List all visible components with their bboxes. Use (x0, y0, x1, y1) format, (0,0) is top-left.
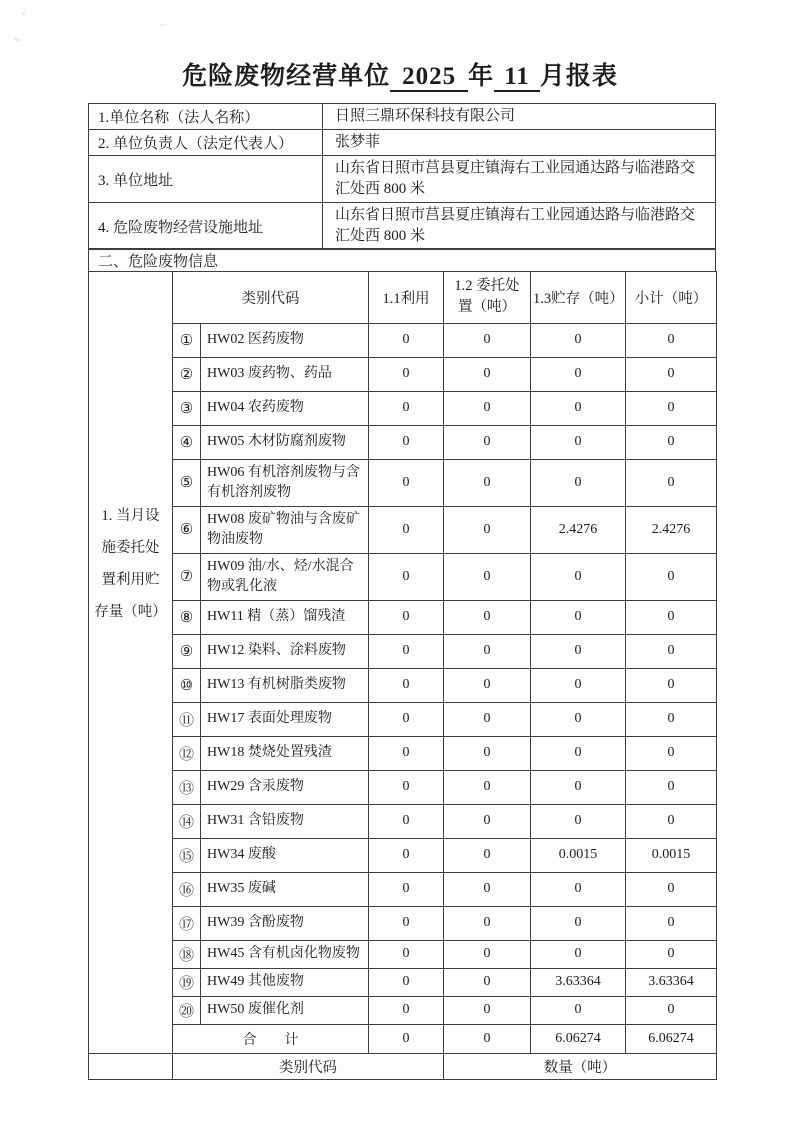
row-subtotal-value: 0 (626, 459, 717, 506)
row-subtotal-value: 0 (626, 906, 717, 940)
row-number-badge: ⑤ (173, 459, 201, 506)
row-category-name: HW09 油/水、烃/水混合物或乳化液 (201, 553, 369, 600)
row-use-value: 0 (369, 553, 444, 600)
total-entrust: 0 (444, 1024, 531, 1053)
row-storage-value: 0 (531, 634, 626, 668)
row-subtotal-value: 0 (626, 600, 717, 634)
row-storage-value: 0 (531, 906, 626, 940)
row-subtotal-value: 0 (626, 634, 717, 668)
row-category-name: HW34 废酸 (201, 838, 369, 872)
group-label-line: 施委托处 (101, 539, 160, 556)
waste-row (89, 600, 717, 634)
row-use-value: 0 (369, 459, 444, 506)
row-category-name: HW02 医药废物 (201, 323, 369, 357)
title-year: 2025 (390, 63, 468, 92)
total-subtotal: 6.06274 (626, 1024, 717, 1053)
row-number-badge: ⑯ (173, 872, 201, 906)
row-number-badge: ⑳ (173, 996, 201, 1024)
waste-table-header (89, 271, 717, 323)
waste-row (89, 506, 717, 553)
title-year-label: 年 (468, 63, 495, 90)
row-entrust-value: 0 (444, 872, 531, 906)
total-row (89, 1024, 717, 1053)
footer-quantity-label: 数量（吨） (444, 1053, 717, 1079)
unit-head-label: 2. 单位负责人（法定代表人） (89, 130, 323, 156)
group-label-line: 置利用贮 (101, 571, 160, 588)
waste-row (89, 804, 717, 838)
row-number-badge: ⑱ (173, 940, 201, 968)
row-subtotal-value: 0 (626, 872, 717, 906)
row-number-badge: ② (173, 357, 201, 391)
row-use-value: 0 (369, 600, 444, 634)
row-subtotal-value: 0 (626, 323, 717, 357)
row-subtotal-value: 0 (626, 770, 717, 804)
row-subtotal-value: 3.63364 (626, 968, 717, 996)
row-storage-value: 0 (531, 425, 626, 459)
row-use-value: 0 (369, 425, 444, 459)
row-number-badge: ⑧ (173, 600, 201, 634)
row-category-name: HW35 废碱 (201, 872, 369, 906)
title-month: 11 (494, 63, 540, 92)
row-entrust-value: 0 (444, 425, 531, 459)
waste-row (89, 872, 717, 906)
row-number-badge: ⑨ (173, 634, 201, 668)
row-subtotal-value: 0 (626, 736, 717, 770)
unit-address-value: 山东省日照市莒县夏庄镇海右工业园通达路与临港路交汇处西 800 米 (323, 156, 716, 203)
row-category-name: HW18 焚烧处置残渣 (201, 736, 369, 770)
row-use-value: 0 (369, 996, 444, 1024)
unit-address-label: 3. 单位地址 (89, 156, 323, 203)
row-entrust-value: 0 (444, 736, 531, 770)
row-storage-value: 0.0015 (531, 838, 626, 872)
waste-row (89, 996, 717, 1024)
waste-row (89, 425, 717, 459)
title-month-label: 月报表 (539, 63, 618, 90)
header-storage: 1.3贮存（吨） (531, 271, 626, 323)
header-category: 类别代码 (173, 271, 369, 323)
row-category-name: HW08 废矿物油与含废矿物油废物 (201, 506, 369, 553)
row-use-value: 0 (369, 391, 444, 425)
title-prefix: 危险废物经营单位 (182, 63, 391, 90)
total-storage: 6.06274 (531, 1024, 626, 1053)
report-body (88, 103, 716, 1080)
row-storage-value: 0 (531, 770, 626, 804)
row-subtotal-value: 0 (626, 553, 717, 600)
row-number-badge: ⑦ (173, 553, 201, 600)
row-category-name: HW04 农药废物 (201, 391, 369, 425)
row-entrust-value: 0 (444, 600, 531, 634)
waste-row (89, 323, 717, 357)
footer-category-label: 类别代码 (173, 1053, 444, 1079)
row-use-value: 0 (369, 736, 444, 770)
row-group-label (89, 272, 172, 628)
scan-artifact (14, 37, 21, 42)
row-entrust-value: 0 (444, 506, 531, 553)
facility-address-value: 山东省日照市莒县夏庄镇海右工业园通达路与临港路交汇处西 800 米 (323, 203, 716, 250)
row-number-badge: ⑲ (173, 968, 201, 996)
row-storage-value: 0 (531, 702, 626, 736)
row-subtotal-value: 0 (626, 357, 717, 391)
row-storage-value: 0 (531, 736, 626, 770)
row-subtotal-value: 0 (626, 804, 717, 838)
unit-head-value: 张梦菲 (323, 130, 716, 156)
row-storage-value: 0 (531, 391, 626, 425)
row-entrust-value: 0 (444, 838, 531, 872)
row-category-name: HW13 有机树脂类废物 (201, 668, 369, 702)
row-category-name: HW45 含有机卤化物废物 (201, 940, 369, 968)
row-subtotal-value: 0 (626, 391, 717, 425)
row-storage-value: 2.4276 (531, 506, 626, 553)
row-use-value: 0 (369, 357, 444, 391)
waste-info-table (88, 271, 717, 1080)
waste-row (89, 770, 717, 804)
row-number-badge: ④ (173, 425, 201, 459)
row-number-badge: ⑮ (173, 838, 201, 872)
total-use: 0 (369, 1024, 444, 1053)
row-category-name: HW12 染料、涂料废物 (201, 634, 369, 668)
row-subtotal-value: 0 (626, 702, 717, 736)
row-entrust-value: 0 (444, 459, 531, 506)
group-label-line: 1. 当月设 (101, 507, 160, 524)
scan-artifact (22, 12, 25, 15)
table-row (89, 156, 716, 203)
waste-row (89, 668, 717, 702)
row-storage-value: 0 (531, 459, 626, 506)
facility-address-label: 4. 危险废物经营设施地址 (89, 203, 323, 250)
row-entrust-value: 0 (444, 357, 531, 391)
row-entrust-value: 0 (444, 940, 531, 968)
header-entrust-disposal: 1.2 委托处置（吨） (444, 271, 531, 323)
row-use-value: 0 (369, 838, 444, 872)
waste-row (89, 634, 717, 668)
row-subtotal-value: 0.0015 (626, 838, 717, 872)
row-storage-value: 0 (531, 940, 626, 968)
page-title (0, 56, 800, 92)
row-number-badge: ① (173, 323, 201, 357)
row-category-name: HW31 含铅废物 (201, 804, 369, 838)
row-entrust-value: 0 (444, 996, 531, 1024)
row-use-value: 0 (369, 668, 444, 702)
footer-empty-cell (89, 1053, 173, 1079)
header-subtotal: 小计（吨） (626, 271, 717, 323)
row-group-label-cell (89, 271, 173, 1053)
row-entrust-value: 0 (444, 804, 531, 838)
row-use-value: 0 (369, 506, 444, 553)
row-number-badge: ⑭ (173, 804, 201, 838)
row-category-name: HW03 废药物、药品 (201, 357, 369, 391)
waste-row (89, 838, 717, 872)
waste-row (89, 940, 717, 968)
row-subtotal-value: 0 (626, 425, 717, 459)
scan-artifact (158, 23, 167, 26)
row-category-name: HW29 含汞废物 (201, 770, 369, 804)
waste-row (89, 702, 717, 736)
waste-row (89, 357, 717, 391)
row-category-name: HW50 废催化剂 (201, 996, 369, 1024)
row-storage-value: 0 (531, 996, 626, 1024)
row-storage-value: 0 (531, 323, 626, 357)
unit-name-label: 1.单位名称（法人名称） (89, 104, 323, 130)
row-number-badge: ⑥ (173, 506, 201, 553)
waste-row (89, 968, 717, 996)
row-entrust-value: 0 (444, 968, 531, 996)
row-use-value: 0 (369, 872, 444, 906)
table-row (89, 130, 716, 156)
row-entrust-value: 0 (444, 668, 531, 702)
waste-row (89, 553, 717, 600)
row-use-value: 0 (369, 940, 444, 968)
row-entrust-value: 0 (444, 323, 531, 357)
section-heading: 二、危险废物信息 (88, 248, 716, 272)
waste-row (89, 459, 717, 506)
row-storage-value: 0 (531, 668, 626, 702)
row-subtotal-value: 0 (626, 996, 717, 1024)
row-use-value: 0 (369, 770, 444, 804)
row-entrust-value: 0 (444, 906, 531, 940)
row-subtotal-value: 0 (626, 940, 717, 968)
row-subtotal-value: 2.4276 (626, 506, 717, 553)
row-number-badge: ⑫ (173, 736, 201, 770)
row-category-name: HW06 有机溶剂废物与含有机溶剂废物 (201, 459, 369, 506)
table-row (89, 104, 716, 130)
row-category-name: HW11 精（蒸）馏残渣 (201, 600, 369, 634)
row-number-badge: ⑩ (173, 668, 201, 702)
row-entrust-value: 0 (444, 770, 531, 804)
row-category-name: HW49 其他废物 (201, 968, 369, 996)
row-storage-value: 0 (531, 553, 626, 600)
group-label-line: 存量（吨） (94, 603, 167, 620)
row-number-badge: ③ (173, 391, 201, 425)
row-use-value: 0 (369, 702, 444, 736)
waste-row (89, 736, 717, 770)
table-row (89, 203, 716, 250)
footer-row (89, 1053, 717, 1079)
unit-info-table (88, 103, 716, 250)
row-storage-value: 0 (531, 804, 626, 838)
unit-name-value: 日照三鼎环保科技有限公司 (323, 104, 716, 130)
row-number-badge: ⑬ (173, 770, 201, 804)
row-storage-value: 3.63364 (531, 968, 626, 996)
row-use-value: 0 (369, 634, 444, 668)
row-use-value: 0 (369, 804, 444, 838)
row-category-name: HW17 表面处理废物 (201, 702, 369, 736)
row-storage-value: 0 (531, 357, 626, 391)
row-entrust-value: 0 (444, 553, 531, 600)
waste-row (89, 391, 717, 425)
row-entrust-value: 0 (444, 634, 531, 668)
row-entrust-value: 0 (444, 702, 531, 736)
row-use-value: 0 (369, 968, 444, 996)
row-category-name: HW05 木材防腐剂废物 (201, 425, 369, 459)
row-entrust-value: 0 (444, 391, 531, 425)
row-number-badge: ⑪ (173, 702, 201, 736)
row-category-name: HW39 含酚废物 (201, 906, 369, 940)
row-number-badge: ⑰ (173, 906, 201, 940)
header-use: 1.1利用 (369, 271, 444, 323)
row-storage-value: 0 (531, 600, 626, 634)
row-storage-value: 0 (531, 872, 626, 906)
total-label: 合 计 (173, 1024, 369, 1053)
row-use-value: 0 (369, 906, 444, 940)
row-use-value: 0 (369, 323, 444, 357)
waste-row (89, 906, 717, 940)
row-subtotal-value: 0 (626, 668, 717, 702)
